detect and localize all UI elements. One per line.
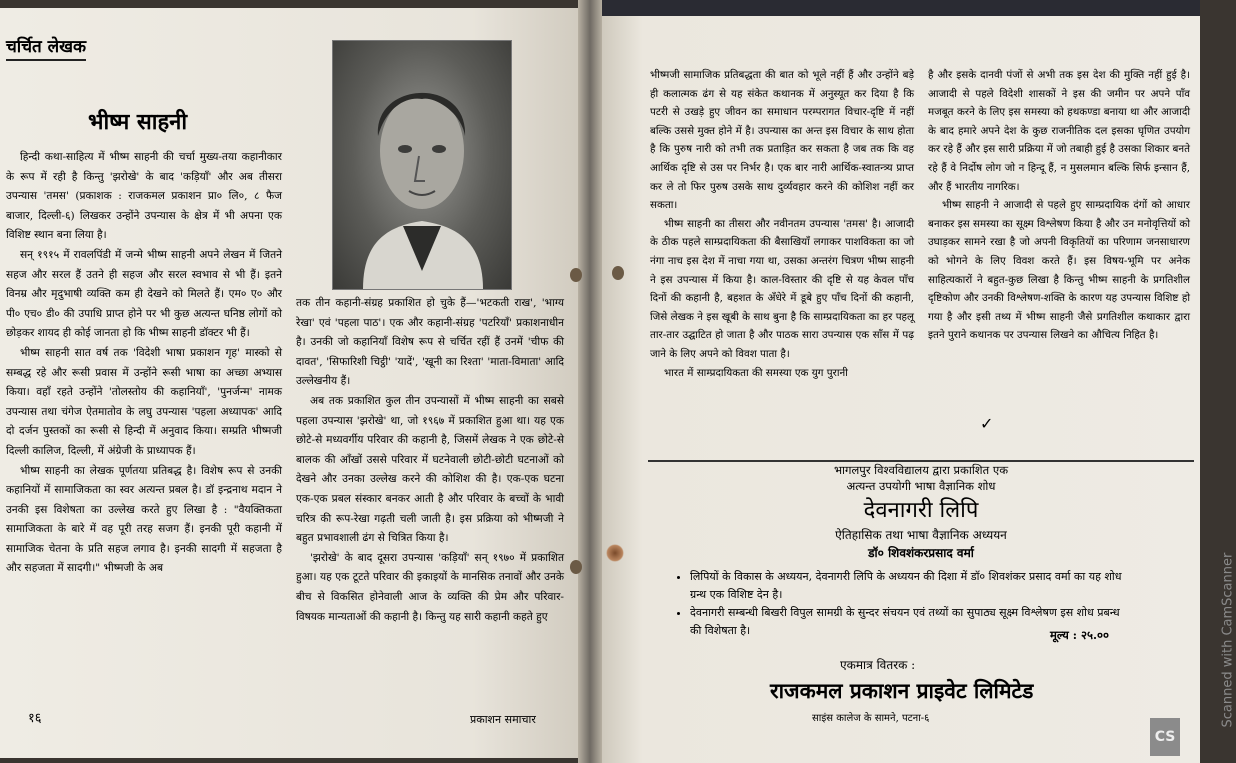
binding-hole [612,266,624,280]
book-cover-edge [590,0,1200,16]
paragraph: भीष्म साहनी का लेखक पूर्णतया प्रतिबद्ध है। विशेष रूप से उनकी कहानियों में सामाजिकता का स्वर अत्यन्त प्रबल है। डॉ इन्द्रनाथ मदान ने उनकी इस विशेषता का उल्लेख करते हुए लिखा है : "वैयक्तिकता सामाजिकता के बारे में वह पूरी तरह सजग हैं। इनकी पूरी कहानी में सामाजिक चेतना के प्रति सहज लगाव है। इनकी सादगी में सहजता है और सहजता में सादगी।" भीष्मजी के अब [6,464,282,575]
ad-address: साइंस कालेज के सामने, पटना-६ [812,713,930,724]
paragraph: हिन्दी कथा-साहित्य में भीष्म साहनी की चर्चा मुख्य-तया कहानीकार के रूप में रही है किन्तु 'झरोखे' के बाद 'कड़ियाँ' और अब तीसरा उपन्यास 'तमस' (प्रकाशक : राजकमल प्रकाशन प्रा० लि०, ८ फैज बाजार, दिल्ली-६) लिखकर उन्होंने उपन्यास के क्षेत्र में भी अपना एक विशिष्ट स्थान बना लिया है। [6,151,282,242]
binding-hole [606,544,624,562]
ad-distributor-label: एकमात्र वितरक : [840,658,916,672]
article-title: भीष्म साहनी [88,109,188,135]
left-column-1 [6,148,282,579]
list-item: • लिपियों के विकास के अध्ययन, देवनागरी लिपि के अध्ययन की दिशा में डॉ० शिवशंकर प्रसाद वर्मा का यह शोध ग्रन्थ एक विशिष्ट देन है। [690,568,1130,604]
paragraph: भीष्म साहनी ने आजादी से पहले हुए साम्प्रदायिक दंगों को आधार बनाकर इस समस्या का सूक्ष्म विश्लेषण किया है और उन मनोवृत्तियों को उघाड़कर सामने रखा है जो अपनी विकृतियों का परिणाम जनसाधारण को भोगने के लिए विवश करते हैं। इस विषय-भूमि पर अनेक साहित्यकारों ने बहुत-कुछ लिखा है किन्तु भीष्म साहनी के प्रगतिशील दृष्टिकोण और उनकी विश्लेषण-शक्ति के कारण यह उपन्यास विशिष्ट हो गया है और इसी तथ्य में भीष्म साहनी जैसे प्रगतिशील कथाकार द्वारा इतने पुराने कथानक पर उपन्यास लिखने का औचित्य निहित है। [928,199,1190,342]
paragraph: सन् १९१५ में रावलपिंडी में जन्मे भीष्म साहनी अपने लेखन में जितने सहज और सरल हैं उतने ही सहज और सरल स्वभाव से भी हैं। इतने विनम्र और मृदुभाषी व्यक्ति कम ही देखने को मिलते हैं। एम० ए० और पी० एच० डी० की उपाधि प्राप्त होने पर भी कुछ अत्यन्त घनिष्ठ लोगों को छोड़कर शायद ही कोई जानता हो कि भीष्म साहनी डॉक्टर भी हैं। [6,248,282,340]
book-advertisement [648,462,1194,640]
paragraph: अब तक प्रकाशित कुल तीन उपन्यासों में भीष्म साहनी का सबसे पहला उपन्यास 'झरोखे' था, जो १९६७ में प्रकाशित हुआ था। यह एक छोटे-से मध्यवर्गीय परिवार की कहानी है, जिसमें लेखक ने एक छोटे-से बालक की आँखों उससे परिवार में घटनेवाली छोटी-छोटी घटनाओं को देखने और उनका उल्लेख करने की कोशिश की है। एक-एक घटना एक-एक प्रबल संस्कार बनकर आती है और परिवार के बच्चों के भावी चरित्र की रूप-रेखा गढ़ती चली जाती है। इस प्रक्रिया को भीष्मजी ने बहुत प्रभावशाली ढंग से चित्रित किया है। [296,394,564,545]
left-column-2 [296,294,564,627]
ad-subtitle: ऐतिहासिक तथा भाषा वैज्ञानिक अध्ययन [835,528,1007,542]
paragraph: भारत में साम्प्रदायिकता की समस्या एक युग पुरानी [664,366,848,379]
ad-price: मूल्य : २५.०० [1050,628,1109,642]
paragraph: भीष्म साहनी का तीसरा और नवीनतम उपन्यास 'तमस' है। आजादी के ठीक पहले साम्प्रदायिकता की बैसाखियाँ लगाकर पाशविकता का जो नंगा नाच इस देश में नाचा गया था, उसका अन्तरंग चित्रण भीष्म साहनी ने इस उपन्यास में किया है। काल-विस्तार की दृष्टि से यह केवल पाँच दिनों की कहानी है, बहशत के अँधेरे में डूबे हुए पाँच दिनों की कहानी, जिसे लेखक ने इस खूबी के साथ बुना है कि साम्प्रदायिकता का हर पहलू तार-तार उद्घाटित हो जाता है और पाठक सारा उपन्यास एक साँस में पढ़ जाने के लिए अपने को विवश पाता है। [650,217,914,360]
ad-line-1: भागलपुर विश्वविद्यालय द्वारा प्रकाशित एक [833,463,1009,477]
scanner-watermark: Scanned with CamScanner [1220,552,1236,728]
paragraph: है और इसके दानवी पंजों से अभी तक इस देश की मुक्ति नहीं हुई है। आजादी से पहले विदेशी शासकों ने इस की जमीन पर अपने पाँव मजबूत करने के लिए इस समस्या को हथकण्डा बनाया था और आजादी के बाद हमारे अपने देश के कुछ राजनीतिक दल इसका घृणित उपयोग कर रहे हैं और इस सारी प्रक्रिया में जो तबाही हुई है उसका शिकार बनते रहे हैं वे निर्दोष लोग जो न हिन्दू हैं, न मुसलमान बल्कि सिर्फ इन्सान हैं, और हैं भारतीय नागरिक। [928,69,1190,193]
camscanner-logo-icon: CS [1150,718,1180,756]
author-photo [332,40,512,290]
right-column-1 [650,66,914,382]
ad-publisher: राजकमल प्रकाशन प्राइवेट लिमिटेड [770,678,1034,703]
paragraph: भीष्म साहनी सात वर्ष तक 'विदेशी भाषा प्रकाशन गृह' मास्को से सम्बद्ध रहे और रूसी प्रवास में उन्होंने रूसी भाषा का अच्छा अभ्यास किया। वहाँ रहते उन्होंने 'तोलस्तोय की कहानियाँ', 'पुनर्जन्म' नामक उपन्यास तथा चंगेज ऐतमातोव के लघु उपन्यास 'पहला अध्यापक' आदि दो दर्जन पुस्तकों का रूसी से हिन्दी में अनुवाद किया। सम्प्रति भीष्मजी दिल्ली कालिज, दिल्ली, में अंग्रेजी के प्राध्यापक हैं। [6,346,282,457]
page-footer: प्रकाशन समाचार [470,713,536,726]
right-column-2 [928,66,1190,345]
ad-line-2: अत्यन्त उपयोगी भाषा वैज्ञानिक शोध [846,479,996,493]
paragraph: तक तीन कहानी-संग्रह प्रकाशित हो चुके हैं—'भटकती राख', 'भाग्य रेखा' एवं 'पहला पाठ'। एक और कहानी-संग्रह 'पटरियाँ' प्रकाशनाधीन है। उनकी जो कहानियाँ विशेष रूप से चर्चित रहीं हैं उनमें 'चीफ की दावत', 'सिफारिशी चिट्ठी' 'यादें', 'खूनी का रिश्ता' 'माता-विमाता' आदि उल्लेखनीय हैं। [296,297,564,388]
paragraph: भीष्मजी सामाजिक प्रतिबद्धता की बात को भूले नहीं हैं और उन्होंने बड़े ही कलात्मक ढंग से यह संकेत कथानक में अनुस्यूत कर दिया है कि पटरी से उखड़े हुए जीवन का समाधान परम्परागत विचार-दृष्टि में नहीं बल्कि उससे मुक्त होने में है। उपन्यास का अन्त इस विचार के साथ होता है कि पुरुष नारी को तभी तक प्रताड़ित कर सकता है जब तक कि वह आर्थिक दृष्टि से उस पर निर्भर है। एक बार नारी आर्थिक-स्वातन्त्र्य प्राप्त कर ले तो फिर पुरुष उसके साथ दुर्व्यवहार करने की कोशिश नहीं कर सकता। [650,69,914,212]
book-gutter [578,0,602,763]
author-portrait-image [333,41,511,289]
binding-hole [570,268,582,282]
binding-hole [570,560,582,574]
list-item: • देवनागरी सम्बन्धी बिखरी विपुल सामग्री के सुन्दर संचयन एवं तथ्यों का सुपाठ्य सूक्ष्म विश्लेषण इस शोध प्रबन्ध की विशेषता है। [690,604,1130,640]
check-mark-icon: ✓ [980,414,994,433]
page-number: १६ [28,711,42,726]
section-header: चर्चित लेखक [6,34,86,61]
paragraph: 'झरोखे' के बाद दूसरा उपन्यास 'कड़ियाँ' सन् १९७० में प्रकाशित हुआ। यह एक टूटते परिवार की इकाइयों के मानसिक तनावों और उनके बीच से विकसित होनेवाली आज के व्यक्ति की प्रेम और परिवार-विषयक मान्यताओं की कहानी है। किन्तु यह सारी कहानी कहते हुए [296,551,564,623]
ad-book-title: देवनागरी लिपि [863,498,979,523]
ad-author: डॉ० शिवशंकरप्रसाद वर्मा [868,546,974,560]
